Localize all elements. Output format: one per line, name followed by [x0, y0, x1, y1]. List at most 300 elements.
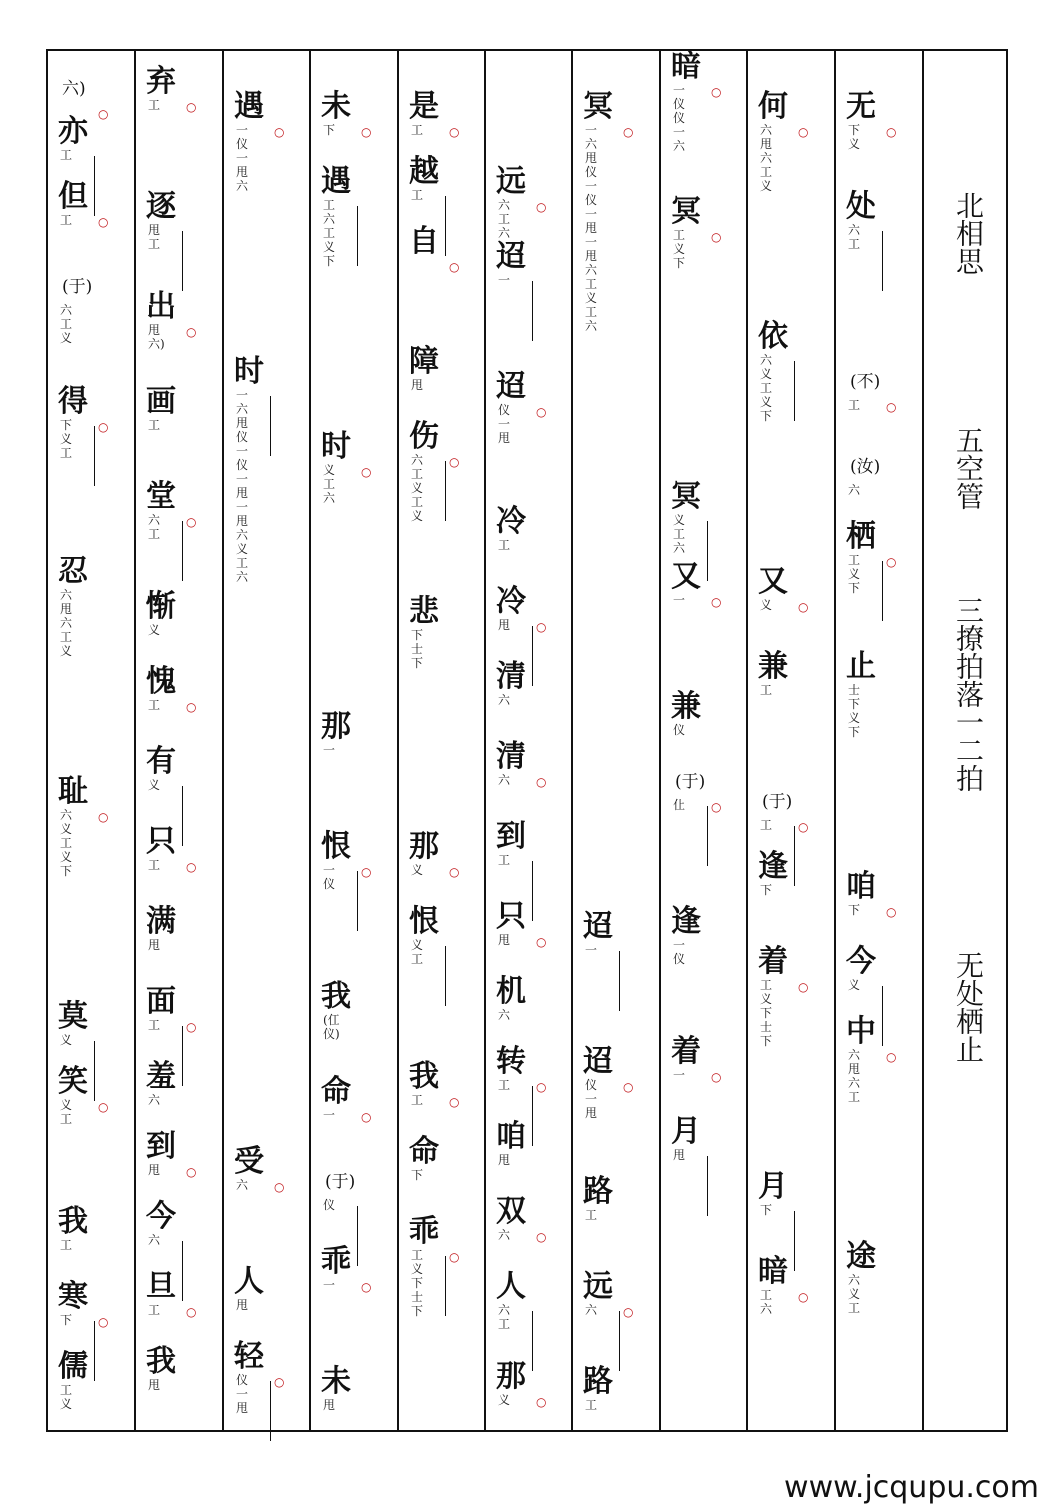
beat-circle-icon: ○	[449, 1250, 460, 1264]
beat-circle-icon: ○	[536, 935, 547, 949]
lyric-syllable	[146, 1201, 176, 1247]
gongche-notation: 六	[498, 1008, 511, 1022]
beat-circle-icon: ○	[798, 600, 809, 614]
lyric-character: 今	[846, 944, 876, 979]
gongche-notation: 六工义工义	[411, 453, 424, 523]
gongche-notation: 工义	[60, 1383, 73, 1411]
lyric-character: 冥	[671, 194, 701, 229]
lyric-syllable	[146, 1129, 197, 1179]
beat-line-icon	[445, 461, 446, 521]
score-frame	[46, 49, 1008, 1432]
pipe-mode: 五空管	[952, 426, 985, 510]
lyric-column	[571, 51, 658, 1430]
lyric-syllable	[846, 451, 880, 497]
beat-circle-icon: ○	[186, 1165, 197, 1179]
lyric-character: 我	[58, 1204, 88, 1239]
beat-circle-icon: ○	[186, 1020, 197, 1034]
lyric-syllable	[583, 1176, 613, 1222]
lyric-character: 自	[409, 224, 439, 259]
lyric-syllable	[146, 1269, 197, 1319]
lyric-syllable	[58, 1001, 88, 1047]
lyric-character: 遇	[234, 89, 264, 124]
lyric-syllable	[671, 1116, 701, 1162]
beat-circle-icon: ○	[186, 700, 197, 714]
gongche-notation: 仪一甩	[585, 1078, 598, 1120]
lyric-character: 命	[321, 1074, 351, 1109]
lyric-syllable	[234, 356, 264, 584]
gongche-notation: 六	[848, 483, 861, 497]
lyric-character: 但	[58, 179, 88, 214]
lyric-character: 冥	[583, 89, 613, 124]
lyric-syllable	[409, 419, 460, 523]
lyric-character: 暗	[758, 1254, 788, 1289]
gongche-notation: 六	[148, 1093, 161, 1107]
lyric-syllable	[758, 786, 809, 834]
lyric-character: 止	[846, 649, 876, 684]
lyric-character: 旦	[146, 1269, 176, 1304]
lyric-syllable	[321, 981, 351, 1041]
beat-circle-icon: ○	[798, 980, 809, 994]
lyric-syllable	[409, 224, 460, 274]
lyric-character: 乖	[321, 1244, 351, 1279]
lyric-syllable	[496, 1121, 526, 1167]
lyric-character: 今	[146, 1199, 176, 1234]
gongche-notation: 下	[848, 903, 861, 917]
lyric-character: 兼	[758, 649, 788, 684]
beat-circle-icon: ○	[886, 1050, 897, 1064]
lyric-column	[484, 51, 571, 1430]
beat-circle-icon: ○	[536, 620, 547, 634]
lyric-syllable	[846, 869, 897, 919]
gongche-notation: 六义工	[848, 1273, 861, 1315]
gongche-notation: 下	[60, 1313, 73, 1327]
lyric-character: 迢	[583, 909, 613, 944]
gongche-notation: 工	[498, 1078, 511, 1092]
lyric-syllable	[146, 1346, 176, 1392]
beat-line-icon	[182, 521, 183, 581]
gongche-notation: 工	[148, 418, 161, 432]
lyric-syllable	[496, 241, 526, 287]
beat-line-icon	[94, 426, 95, 486]
lyric-syllable	[496, 821, 526, 867]
lyric-syllable	[758, 1254, 809, 1316]
beat-line-icon	[445, 196, 446, 256]
beat-line-icon	[357, 1206, 358, 1266]
lyric-character: 月	[758, 1169, 788, 1204]
lyric-syllable	[758, 651, 788, 697]
gongche-notation: 下	[323, 123, 336, 137]
lyric-syllable	[321, 89, 372, 139]
lyric-syllable	[671, 691, 701, 737]
gongche-notation: 一	[498, 273, 511, 287]
lyric-syllable	[321, 1166, 355, 1212]
piece-title	[952, 191, 984, 275]
lyric-column	[659, 51, 746, 1430]
lyric-character: 耻	[58, 774, 88, 809]
lyric-character: 愧	[146, 664, 176, 699]
gongche-notation: 下士下	[411, 628, 424, 670]
lyric-character: 月	[671, 1114, 701, 1149]
lyric-character: 清	[496, 659, 526, 694]
gongche-notation: 六甩六工	[848, 1048, 861, 1104]
gongche-notation: 仪	[673, 723, 686, 737]
lyric-syllable	[146, 746, 176, 792]
gongche-notation: 六	[498, 773, 511, 787]
lyric-character: 画	[146, 384, 176, 419]
lyric-character: 清	[496, 739, 526, 774]
beat-circle-icon: ○	[361, 465, 372, 479]
lyric-character: 未	[321, 89, 351, 124]
lyric-character: 迢	[583, 1044, 613, 1079]
gongche-notation: 一仪	[323, 863, 336, 891]
gongche-notation: 工	[411, 123, 424, 137]
beat-circle-icon: ○	[98, 1100, 109, 1114]
gongche-notation: 甩	[148, 938, 161, 952]
gongche-notation: 一	[323, 1108, 336, 1122]
lyric-syllable	[409, 1059, 460, 1109]
lyric-character: 路	[583, 1174, 613, 1209]
lyric-syllable	[496, 369, 547, 445]
lyric-character: 那	[321, 709, 351, 744]
gongche-notation: 下义	[848, 123, 861, 151]
gongche-notation: 六	[148, 1233, 161, 1247]
lyric-character: 笑	[58, 1064, 88, 1099]
gongche-notation: 义工六	[323, 463, 336, 505]
beat-circle-icon: ○	[361, 1110, 372, 1124]
lyric-syllable	[671, 906, 701, 966]
lyric-syllable	[496, 976, 526, 1022]
gongche-notation: 六	[236, 1178, 249, 1192]
beat-line-icon	[182, 786, 183, 846]
beat-line-icon	[882, 231, 883, 291]
gongche-notation: 工	[60, 213, 73, 227]
gongche-notation: 一	[323, 1278, 336, 1292]
lyric-character: 出	[146, 289, 176, 324]
lyric-syllable	[496, 1271, 526, 1331]
lyric-character: 冷	[496, 584, 526, 619]
gongche-notation: 六义工义下	[60, 808, 73, 878]
lyric-syllable	[58, 774, 109, 878]
beat-circle-icon: ○	[449, 125, 460, 139]
lyric-syllable	[146, 289, 197, 351]
lyric-character: (汝)	[850, 457, 881, 477]
beat-circle-icon: ○	[711, 595, 722, 609]
gongche-notation: 一仪仪一六	[673, 83, 686, 153]
lyric-character: 又	[671, 559, 701, 594]
lyric-character: (不)	[850, 372, 881, 392]
gongche-notation: 士下义下	[848, 683, 861, 739]
lyric-character: 得	[58, 384, 88, 419]
gongche-notation: 一	[585, 943, 598, 957]
lyric-syllable	[58, 73, 109, 121]
lyric-character: 转	[496, 1044, 526, 1079]
lyric-syllable	[321, 166, 351, 268]
beat-circle-icon: ○	[798, 125, 809, 139]
lyric-column	[222, 51, 309, 1430]
gongche-notation: 下	[411, 1168, 424, 1182]
lyric-syllable	[583, 1044, 634, 1120]
lyric-syllable	[846, 366, 897, 414]
gongche-notation: 工	[498, 538, 511, 552]
beat-line-icon	[94, 1041, 95, 1101]
gongche-notation: 六工义	[60, 303, 73, 345]
gongche-notation: 六	[585, 1303, 598, 1317]
lyric-character: 处	[846, 189, 876, 224]
lyric-character: 逢	[671, 904, 701, 939]
beat-line-icon	[707, 521, 708, 581]
lyric-syllable	[146, 984, 197, 1034]
lyric-syllable	[409, 1136, 439, 1182]
gongche-notation: 工	[760, 818, 773, 832]
gongche-notation: 工	[148, 858, 161, 872]
lyric-character: 时	[234, 354, 264, 389]
watermark: www.jcqupu.com	[784, 1470, 1039, 1505]
lyric-syllable	[58, 1279, 109, 1329]
beat-line-icon	[94, 1321, 95, 1381]
lyric-syllable	[234, 89, 285, 193]
lyric-syllable	[321, 1074, 372, 1124]
beat-line-icon	[357, 871, 358, 931]
beat-circle-icon: ○	[449, 260, 460, 274]
lyric-syllable	[409, 906, 439, 966]
gongche-notation: 一仪	[673, 938, 686, 966]
lyric-character: 受	[234, 1144, 264, 1179]
gongche-notation: 工	[148, 98, 161, 112]
gongche-notation: 义工六	[673, 513, 686, 555]
lyric-character: 冷	[496, 504, 526, 539]
gongche-notation: 工义下士下	[411, 1248, 424, 1318]
beat-line-icon	[357, 206, 358, 266]
lyric-character: 忍	[58, 554, 88, 589]
beat-line-icon	[707, 806, 708, 866]
beat-circle-icon: ○	[98, 810, 109, 824]
lyric-character: 无	[846, 89, 876, 124]
gongche-notation: 六	[498, 1228, 511, 1242]
lyric-character: 那	[409, 829, 439, 864]
gongche-notation: 义工	[60, 1098, 73, 1126]
lyric-syllable	[846, 89, 897, 151]
beat-circle-icon: ○	[711, 1070, 722, 1084]
lyric-syllable	[146, 386, 176, 432]
beat-line-icon	[532, 281, 533, 341]
beat-line-icon	[794, 1211, 795, 1271]
beat-line-icon	[532, 626, 533, 686]
beat-circle-icon: ○	[798, 820, 809, 834]
beat-line-icon	[619, 951, 620, 1011]
lyric-character: 弃	[146, 64, 176, 99]
beat-circle-icon: ○	[98, 107, 109, 121]
lyric-syllable	[409, 156, 439, 202]
beat-circle-icon: ○	[449, 865, 460, 879]
beat-circle-icon: ○	[623, 1080, 634, 1094]
lyric-character: 有	[146, 744, 176, 779]
beat-circle-icon: ○	[798, 1290, 809, 1304]
lyric-character: 羞	[146, 1059, 176, 1094]
lyric-column	[746, 51, 833, 1430]
beat-circle-icon: ○	[886, 905, 897, 919]
gongche-notation: 甩工	[148, 223, 161, 251]
lyric-syllable	[146, 479, 197, 541]
lyric-syllable	[321, 829, 372, 891]
gongche-notation: 仪一甩	[498, 403, 511, 445]
beat-line-icon	[619, 1311, 620, 1371]
gongche-notation: 六工	[148, 513, 161, 541]
lyric-character: (于)	[325, 1172, 356, 1192]
lyric-column	[834, 51, 922, 1430]
lyric-syllable	[234, 1144, 285, 1194]
lyric-character: 障	[409, 344, 439, 379]
lyric-syllable	[234, 1266, 264, 1312]
lyric-character: 只	[146, 824, 176, 859]
lyric-character: 我	[409, 1059, 439, 1094]
lyric-character: 伤	[409, 419, 439, 454]
lyric-syllable	[671, 1034, 722, 1084]
gongche-notation: 工义下	[673, 228, 686, 270]
gongche-notation: 义	[148, 778, 161, 792]
lyric-character: 面	[146, 984, 176, 1019]
beat-circle-icon: ○	[536, 200, 547, 214]
lyric-syllable	[409, 1214, 460, 1318]
lyric-syllable	[758, 851, 788, 897]
beat-circle-icon: ○	[274, 1375, 285, 1389]
gongche-notation: 工	[148, 1018, 161, 1032]
beat-circle-icon: ○	[536, 775, 547, 789]
lyric-syllable	[496, 661, 526, 707]
lyric-character: 我	[321, 979, 351, 1014]
lyric-character: 悲	[409, 594, 439, 629]
gongche-notation: 六甩六工义	[760, 123, 773, 193]
beat-line-icon	[532, 1311, 533, 1371]
lyric-character: 是	[409, 89, 439, 124]
lyric-syllable	[58, 556, 88, 658]
gongche-notation: 一	[673, 1068, 686, 1082]
beat-line-icon	[882, 561, 883, 621]
beat-line-icon	[882, 986, 883, 1046]
gongche-notation: 一	[323, 743, 336, 757]
lyric-syllable	[758, 944, 809, 1048]
beat-circle-icon: ○	[711, 85, 722, 99]
lyric-character: 何	[758, 89, 788, 124]
gongche-notation: 工	[848, 398, 861, 412]
beat-circle-icon: ○	[186, 325, 197, 339]
gongche-notation: 甩	[148, 1378, 161, 1392]
gongche-notation: 工	[148, 1303, 161, 1317]
gongche-notation: 义	[411, 863, 424, 877]
beat-circle-icon: ○	[711, 230, 722, 244]
lyric-syllable	[671, 481, 701, 555]
beat-circle-icon: ○	[536, 1080, 547, 1094]
lyric-character: (于)	[62, 277, 93, 297]
beat-circle-icon: ○	[886, 400, 897, 414]
piece-title-text: 北相思	[952, 191, 985, 275]
lyric-character: 逢	[758, 849, 788, 884]
lyric-character: 儒	[58, 1349, 88, 1384]
gongche-notation: 义	[498, 1393, 511, 1407]
gongche-notation: 六甩六工义	[60, 588, 73, 658]
lyric-character: 中	[846, 1014, 876, 1049]
lyric-syllable	[146, 824, 197, 874]
lyric-character: 远	[583, 1269, 613, 1304]
gongche-notation: 甩	[323, 1398, 336, 1412]
gongche-notation: 义	[148, 623, 161, 637]
lyric-syllable	[671, 49, 722, 153]
lyric-syllable	[671, 194, 722, 270]
lyric-syllable	[583, 1366, 613, 1412]
gongche-notation: 一仪一甩六	[236, 123, 249, 193]
beat-circle-icon: ○	[186, 1305, 197, 1319]
lyric-syllable	[496, 739, 547, 789]
beat-circle-icon: ○	[98, 215, 109, 229]
beat-circle-icon: ○	[361, 865, 372, 879]
gongche-notation: 工	[760, 683, 773, 697]
gongche-notation: 甩	[498, 933, 511, 947]
lyric-syllable	[409, 596, 439, 670]
beat-circle-icon: ○	[711, 800, 722, 814]
beat-line-icon	[270, 396, 271, 456]
lyric-syllable	[671, 559, 722, 609]
lyric-character: 只	[496, 899, 526, 934]
lyric-syllable	[846, 651, 876, 739]
beat-circle-icon: ○	[186, 515, 197, 529]
lyric-character: 轻	[234, 1339, 264, 1374]
gongche-notation: 甩	[148, 1163, 161, 1177]
lyric-syllable	[583, 911, 613, 957]
gongche-notation: 义工	[411, 938, 424, 966]
beat-circle-icon: ○	[623, 125, 634, 139]
beat-line-icon	[707, 1156, 708, 1216]
gongche-notation: 仩	[673, 798, 686, 812]
lyric-character: 我	[146, 1344, 176, 1379]
gongche-notation: 工	[498, 853, 511, 867]
gongche-notation: 六义工义下	[760, 353, 773, 423]
gongche-notation: 工义下士下	[760, 978, 773, 1048]
lyric-character: 堂	[146, 479, 176, 514]
gongche-notation: 工	[411, 1093, 424, 1107]
lyric-syllable	[758, 564, 809, 614]
lyric-character: 乖	[409, 1214, 439, 1249]
lyric-character: 恨	[409, 904, 439, 939]
beat-line-icon	[182, 231, 183, 291]
lyric-character: 栖	[846, 519, 876, 554]
lyric-column	[134, 51, 221, 1430]
lyric-character: 路	[583, 1364, 613, 1399]
lyric-character: 又	[758, 564, 788, 599]
beat-line-icon	[270, 1381, 271, 1441]
lyric-syllable	[58, 384, 109, 460]
lyric-character: 越	[409, 154, 439, 189]
lyric-syllable	[234, 1339, 285, 1415]
beat-circle-icon: ○	[449, 1095, 460, 1109]
gongche-notation: 甩	[498, 1153, 511, 1167]
lyric-character: 莫	[58, 999, 88, 1034]
beat-circle-icon: ○	[186, 100, 197, 114]
lyric-character: 满	[146, 904, 176, 939]
lyric-character: 到	[496, 819, 526, 854]
gongche-notation: 工义下	[848, 553, 861, 595]
lyric-syllable	[496, 506, 526, 552]
lyric-syllable	[846, 946, 876, 992]
lyric-syllable	[409, 89, 460, 139]
gongche-notation: 下	[760, 883, 773, 897]
gongche-notation: 工	[411, 188, 424, 202]
gongche-notation: 六	[498, 693, 511, 707]
gongche-notation: 工六	[760, 1288, 773, 1316]
lyric-character: 惭	[146, 589, 176, 624]
beat-line-icon	[532, 1086, 533, 1146]
beat-line-icon	[445, 1256, 446, 1316]
lyric-character: 兼	[671, 689, 701, 724]
lyric-syllable	[496, 164, 547, 240]
